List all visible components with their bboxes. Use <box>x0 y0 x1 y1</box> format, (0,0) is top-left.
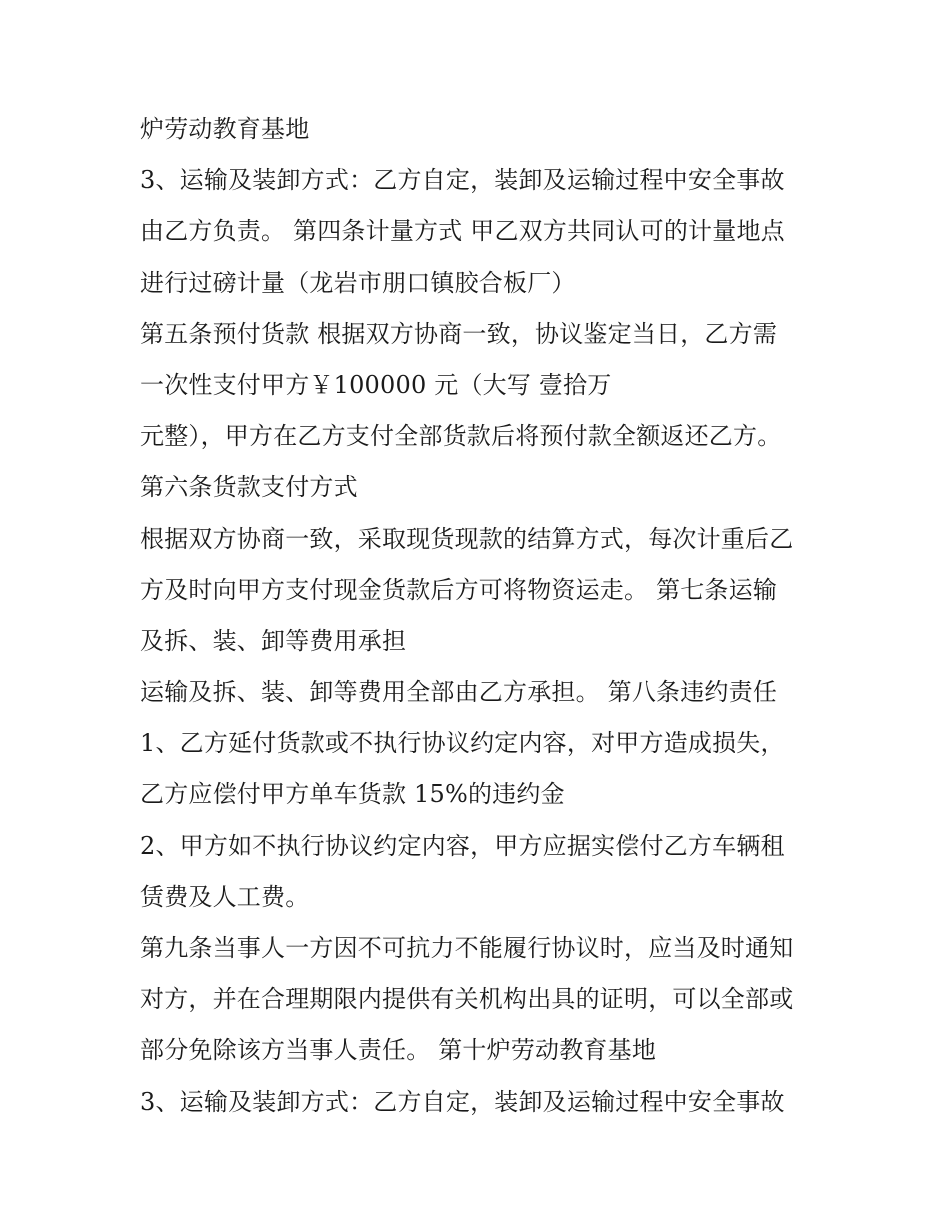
text-line: 及拆、装、卸等费用承担 <box>140 626 407 655</box>
text-line: 赁费及人工费。 <box>140 882 310 911</box>
text-line: 一次性支付甲方￥100000 元（大写 壹拾万 <box>140 370 612 399</box>
document-body <box>140 104 830 1128</box>
text-line: 2、甲方如不执行协议约定内容，甲方应据实偿付乙方车辆租 <box>140 831 785 860</box>
text-line: 3、运输及装卸方式：乙方自定，装卸及运输过程中安全事故 <box>140 166 785 195</box>
text-line: 运输及拆、装、卸等费用全部由乙方承担。 第八条违约责任 <box>140 678 778 707</box>
text-line: 乙方应偿付甲方单车货款 15%的违约金 <box>140 780 565 809</box>
text-line: 1、乙方延付货款或不执行协议约定内容，对甲方造成损失， <box>140 729 785 758</box>
text-line: 炉劳动教育基地 <box>140 115 310 143</box>
text-line: 3、运输及装卸方式：乙方自定，装卸及运输过程中安全事故 <box>140 1087 785 1116</box>
text-line: 由乙方负责。 第四条计量方式 甲乙双方共同认可的计量地点 <box>140 217 785 246</box>
text-line: 根据双方协商一致，采取现货现款的结算方式，每次计重后乙 <box>140 524 794 553</box>
text-line: 第五条预付货款 根据双方协商一致，协议鉴定当日，乙方需 <box>140 319 778 348</box>
text-line: 部分免除该方当事人责任。 第十炉劳动教育基地 <box>140 1036 657 1065</box>
text-line: 方及时向甲方支付现金货款后方可将物资运走。 第七条运输 <box>140 575 778 604</box>
text-line: 对方，并在合理期限内提供有关机构出具的证明，可以全部或 <box>140 985 794 1014</box>
text-line: 第六条货款支付方式 <box>140 473 358 502</box>
text-line: 进行过磅计量（龙岩市朋口镇胶合板厂） <box>140 268 576 297</box>
text-line: 元整），甲方在乙方支付全部货款后将预付款全额返还乙方。 <box>140 422 782 451</box>
text-line: 第九条当事人一方因不可抗力不能履行协议时，应当及时通知 <box>140 934 794 962</box>
